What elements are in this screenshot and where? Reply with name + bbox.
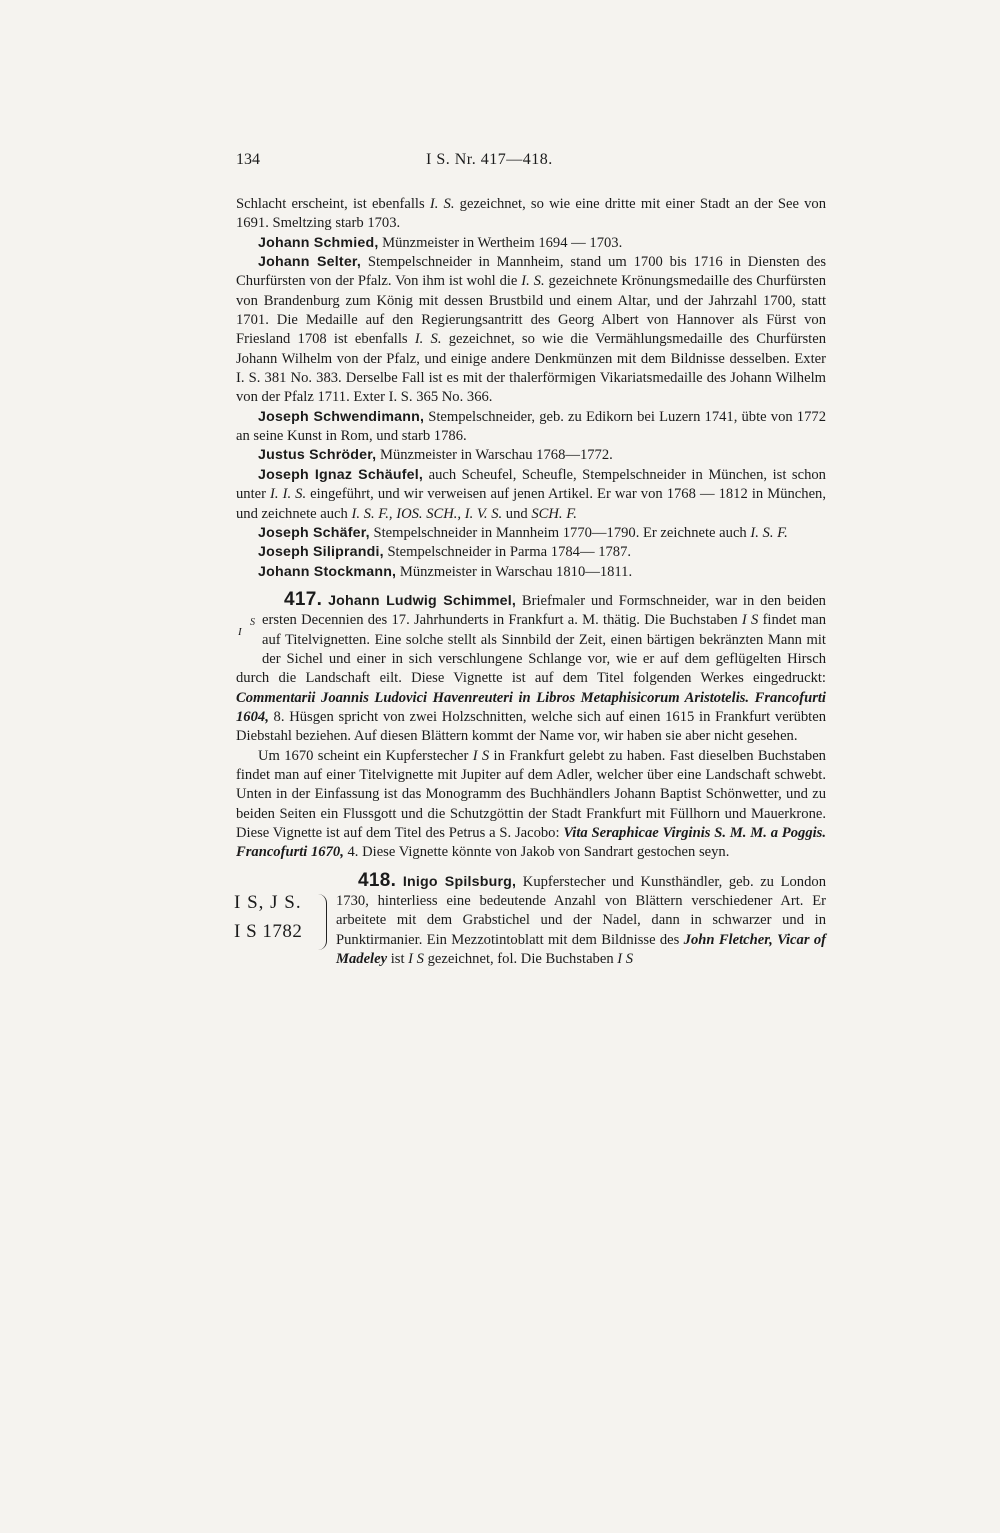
- text: und: [502, 505, 532, 522]
- person-name: Inigo Spilsburg,: [402, 873, 517, 890]
- text: 4. Diese Vignette könnte von Jakob von Sandrart gestochen seyn.: [343, 844, 730, 861]
- monogram-ref: I S: [472, 747, 490, 764]
- book-title: Commentarii Joannis Ludovici Havenreuteri in Libros Metaphisicorum Aristotelis. Francofurti 1604,: [236, 689, 826, 725]
- page-body: [236, 195, 826, 969]
- text: Stempelschneider, geb. zu Edikorn bei Luzern 1741, übte von 1772 an seine Kunst in Rom, und starb 1786.: [236, 408, 826, 445]
- paragraph-schlacht: [236, 195, 826, 234]
- monogram-ref: I. S.: [414, 331, 442, 348]
- entry-siliprandi: [236, 543, 826, 562]
- running-title: I S. Nr. 417—418.: [426, 151, 553, 168]
- person-name: Justus Schröder,: [258, 447, 377, 464]
- monogram-ref: I S: [741, 612, 759, 629]
- entry-schaeufel: [236, 466, 826, 524]
- text: gezeichnet, so wie die Vermählungsmedaille des Churfürsten Johann Wilhelm von der Pfalz, und einige andere Denkmünzen mit dem Bildnisse desselben. Exter I. S. 381 No. 383. Derselbe Fall ist es mit der thalerförmigen Vikariatsmedaille des Johann Wilhelm von der Pfalz 1711. Exter I. S. 365 No. 366.: [236, 331, 827, 406]
- monogram-letter-i: I: [238, 626, 242, 638]
- text: Münzmeister in Wertheim 1694 — 1703.: [378, 234, 623, 251]
- monogram-ref: I S: [408, 951, 424, 968]
- text: Schlacht erscheint, ist ebenfalls: [236, 196, 430, 212]
- page-header: [236, 151, 826, 175]
- monogram-letter-s: S: [250, 617, 255, 628]
- text: gezeichnet, so wie eine dritte mit einer Stadt an der See von 1691. Smeltzing starb 1703.: [236, 196, 827, 232]
- book-title: John Fletcher, Vicar of Madeley: [336, 931, 826, 968]
- entry-number: 418.: [358, 869, 397, 891]
- text: Um 1670 scheint ein Kupferstecher: [258, 747, 473, 764]
- entry-stockmann: [236, 563, 826, 582]
- entry-schmied: [236, 234, 826, 253]
- person-name: Joseph Schäfer,: [258, 524, 370, 541]
- monogram-417: [236, 609, 266, 643]
- text: Münzmeister in Warschau 1768—1772.: [376, 447, 613, 464]
- text: findet man auf Titelvignetten. Eine solche stellt als Sinnbild der Zeit, einen bärtigen bekränzten Mann mit der Sichel und einer in sich verschlungene Schlange vor, wie er auf dem geflügelten Hirsch durch die Landschaft eilt. Diese Vignette ist auf dem Titel folgenden Werkes eingedruckt:: [236, 612, 826, 687]
- entry-schroeder: [236, 446, 826, 465]
- brace-icon: [318, 894, 327, 950]
- entry-number: 417.: [284, 588, 323, 610]
- person-name: Johann Stockmann,: [258, 563, 397, 580]
- person-name: Johann Selter,: [258, 254, 361, 271]
- monogram-418: [234, 890, 329, 948]
- entry-417-continued: [236, 747, 826, 863]
- text: gezeichnet, fol. Die Buchstaben: [423, 951, 618, 968]
- person-name: Joseph Schwendimann,: [258, 408, 425, 425]
- monogram-ref: I. S. F., IOS. SCH., I. V. S.: [351, 505, 503, 522]
- monogram-line-2: I S 1782: [234, 921, 303, 942]
- text: Stempelschneider in Mannheim, stand um 1700 bis 1716 in Diensten des Churfürsten von der Pfalz. Von ihm ist wohl die: [236, 254, 826, 290]
- entry-selter: [236, 253, 826, 408]
- monogram-line-1: I S, J S.: [234, 892, 302, 913]
- text: auch Scheufel, Scheufle, Stempelschneider in München, ist schon unter: [236, 466, 826, 503]
- person-name: Joseph Ignaz Schäufel,: [258, 466, 424, 483]
- text: in Frankfurt gelebt zu haben. Fast dieselben Buchstaben findet man auf einer Titelvignette mit Jupiter auf dem Adler, welcher über eine Landschaft schwebt. Unten in der Einfassung ist das Monogramm des Buchhändlers Johann Baptist Schönwetter, und zu beiden Seiten ein Flussgott und die Schutzgöttin der Stadt Frankfurt mit Füllhorn und Mauerkrone. Diese Vignette ist auf dem Titel des Petrus a S. Jacobo:: [236, 747, 826, 841]
- monogram-ref: I S: [617, 951, 634, 968]
- person-name: Johann Schmied,: [258, 234, 379, 251]
- monogram-ref: I. S.: [521, 273, 545, 290]
- text: Münzmeister in Warschau 1810—1811.: [396, 563, 633, 580]
- text: Stempelschneider in Parma 1784— 1787.: [383, 544, 632, 561]
- monogram-ref: I. I. S.: [270, 486, 307, 503]
- text: Kupferstecher und Kunsthändler, geb. zu London 1730, hinterliess eine bedeutende Anzahl von Blättern verschiedener Art. Er arbeitete mit dem Grabstichel und der Nadel, dann in schwarzer und in Punktirmanier. Ein Mezzotintoblatt mit dem Bildnisse des: [336, 873, 826, 948]
- text: eingeführt, und wir verweisen auf jenen Artikel. Er war von 1768 — 1812 in München, und zeichnete auch: [236, 486, 826, 522]
- text: 8. Hüsgen spricht von zwei Holzschnitten, welche sich auf einen 1615 in Frankfurt verübten Diebstahl beziehen. Auf diesen Blättern kommt der Name vor, wir haben sie aber nicht gesehen.: [236, 708, 826, 745]
- entry-schaefer: [236, 524, 826, 543]
- text: Stempelschneider in Mannheim 1770—1790. Er zeichnete auch: [369, 524, 751, 541]
- text: gezeichnete Krönungsmedaille des Churfürsten von Brandenburg zum König mit dessen Brustbild und einem Altar, und der Jahrzahl 1700, statt 1701. Die Medaille auf den Regierungsantritt des Georg Albert von Hannover als Fürst von Friesland 1708 ist ebenfalls: [236, 273, 827, 348]
- monogram-ref: SCH. F.: [531, 505, 577, 522]
- entry-417: [236, 590, 826, 747]
- person-name: Johann Ludwig Schimmel,: [328, 592, 517, 609]
- monogram-ref: I. S. F.: [750, 524, 788, 541]
- text: ist: [387, 951, 409, 968]
- book-title: Vita Seraphicae Virginis S. M. M. a Poggis. Francofurti 1670,: [236, 825, 826, 861]
- monogram-ref: I. S.: [429, 196, 455, 212]
- entry-schwendimann: [236, 408, 826, 447]
- page-number: 134: [236, 151, 260, 168]
- text: Briefmaler und Formschneider, war in den beiden ersten Decennien des 17. Jahrhunderts in Frankfurt a. M. thätig. Die Buchstaben: [262, 592, 826, 629]
- person-name: Joseph Siliprandi,: [258, 544, 384, 561]
